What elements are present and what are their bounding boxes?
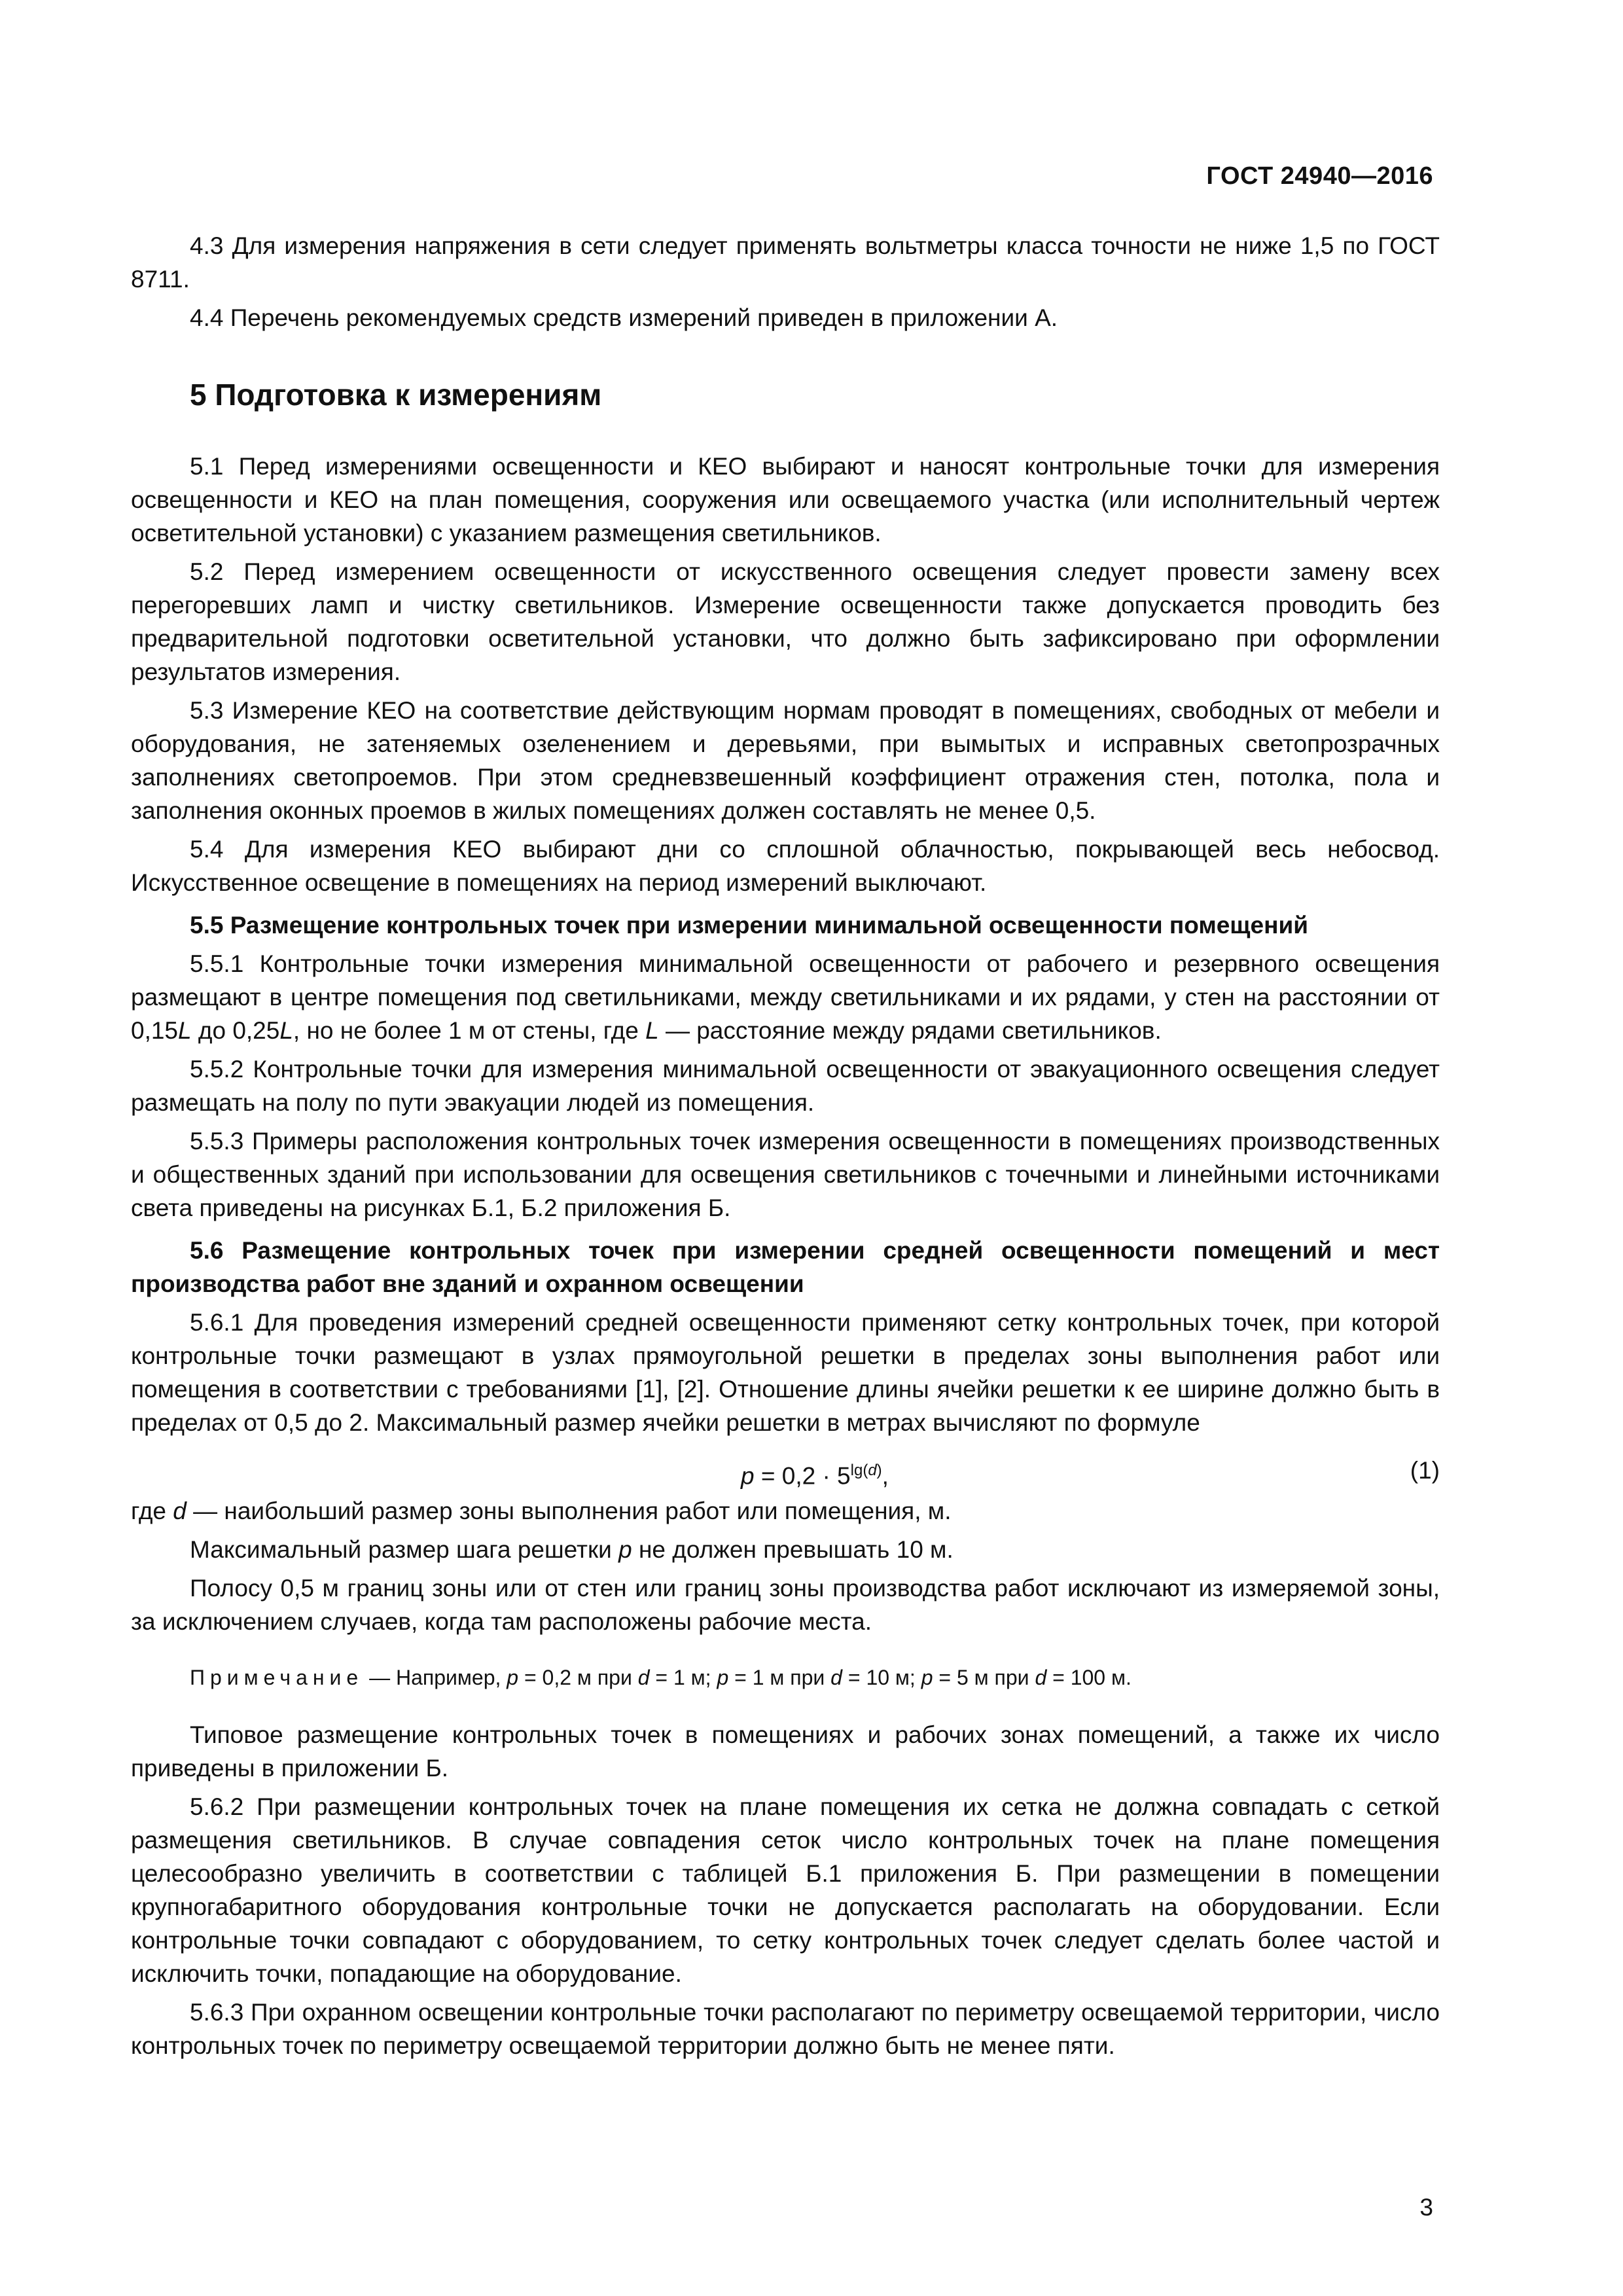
variable-d: d — [173, 1498, 187, 1524]
page-body — [131, 229, 1440, 2062]
formula-text: = 0,2 · 5 — [754, 1462, 851, 1490]
variable-p: p — [507, 1666, 519, 1689]
paragraph-5-4: 5.4 Для измерения КЕО выбирают дни со сплошной облачностью, покрывающей весь небосвод. Искусственное освещение в помещениях на период измерений выключают. — [131, 836, 1440, 896]
paragraph-5-5-3: 5.5.3 Примеры расположения контрольных точек измерения освещенности в помещениях производственных и общественных зданий при использовании для освещения светильников с точечными и линейными источниками света приведены на рисунках Б.1, Б.2 приложения Б. — [131, 1128, 1440, 1221]
text-segment: = 100 м. — [1046, 1666, 1132, 1689]
text-segment: = 1 м при — [728, 1666, 831, 1689]
variable-d: d — [868, 1462, 877, 1479]
paragraph-5-6-2: 5.6.2 При размещении контрольных точек на плане помещения их сетка не должна совпадать с сеткой размещения светильников. В случае совпадения сеток число контрольных точек на плане помещения целесообразно увеличить в соответствии с таблицей Б.1 приложения Б. При размещении в помещении крупногабаритного оборудования контрольные точки не допускается располагать на оборудовании. Если контрольные точки совпадают с оборудованием, то сетку контрольных точек следует сделать более частой и исключить точки, попадающие на оборудование. — [131, 1793, 1440, 1987]
max-step-paragraph — [131, 1533, 1440, 1566]
variable-l: L — [645, 1017, 659, 1044]
where-clause — [131, 1494, 1440, 1528]
text-segment: = 1 м; — [649, 1666, 717, 1689]
text-segment: = 0,2 м при — [518, 1666, 638, 1689]
variable-d: d — [830, 1666, 842, 1689]
note-label: Примечание — [190, 1666, 364, 1689]
paragraph-4-4: 4.4 Перечень рекомендуемых средств измерений приведен в приложении А. — [190, 304, 1058, 331]
text-segment: , но не более 1 м от стены, где — [293, 1017, 646, 1044]
exponent-suffix: ) — [876, 1462, 882, 1479]
text-segment: 5.5.1 Контрольные точки измерения минимальной освещенности от рабочего и резервного освещения размещают в центре помещения под светильниками, между светильниками и их рядами, у стен на расстоянии от 0,15 — [131, 950, 1440, 1044]
page-number: 3 — [1419, 2194, 1433, 2221]
standard-designation: ГОСТ 24940—2016 — [1206, 162, 1433, 190]
paragraph-5-3: 5.3 Измерение КЕО на соответствие действующим нормам проводят в помещениях, свободных от мебели и оборудования, не затеняемых озеленением и деревьями, при вымытых и исправных светопрозрачных заполнениях светопроемов. При этом средневзвешенный коэффициент отражения стен, потолка, пола и заполнения оконных проемов в жилых помещениях должен составлять не менее 0,5. — [131, 697, 1440, 824]
subsection-5-5-heading: 5.5 Размещение контрольных точек при измерении минимальной освещенности помещений — [190, 912, 1308, 939]
text-segment: где — [131, 1498, 173, 1524]
formula-exponent — [851, 1462, 882, 1479]
paragraph-5-5-1 — [131, 947, 1440, 1047]
formula-1 — [131, 1454, 1440, 1494]
text-segment: = 10 м; — [842, 1666, 921, 1689]
formula-tail: , — [882, 1462, 889, 1490]
exponent-prefix: lg( — [850, 1462, 868, 1479]
typical-placement-paragraph: Типовое размещение контрольных точек в помещениях и рабочих зонах помещений, а также их число приведены в приложении Б. — [131, 1721, 1440, 1782]
text-segment: Максимальный размер шага решетки — [190, 1536, 619, 1563]
variable-d: d — [637, 1666, 650, 1689]
note — [131, 1662, 1440, 1693]
variable-p: p — [921, 1666, 933, 1689]
variable-p: p — [717, 1666, 729, 1689]
paragraph-5-2: 5.2 Перед измерением освещенности от искусственного освещения следует провести замену всех перегоревших ламп и чистку светильников. Измерение освещенности также допускается проводить без предварительной подготовки осветительной установки, что должно быть зафиксировано при оформлении результатов измерения. — [131, 558, 1440, 685]
strip-paragraph: Полосу 0,5 м границ зоны или от стен или границ зоны производства работ исключают из измеряемой зоны, за исключением случаев, когда там расположены рабочие места. — [131, 1575, 1440, 1635]
text-segment: до 0,25 — [191, 1017, 280, 1044]
paragraph-5-6-3: 5.6.3 При охранном освещении контрольные точки располагают по периметру освещаемой территории, число контрольных точек по периметру освещаемой территории должно быть не менее пяти. — [131, 1999, 1440, 2059]
paragraph-4-3: 4.3 Для измерения напряжения в сети следует применять вольтметры класса точности не ниже 1,5 по ГОСТ 8711. — [131, 232, 1440, 293]
text-segment: не должен превышать 10 м. — [632, 1536, 954, 1563]
text-segment: — наибольший размер зоны выполнения работ или помещения, м. — [186, 1498, 952, 1524]
text-segment: — Например, — [363, 1666, 507, 1689]
variable-p: p — [741, 1462, 755, 1490]
text-segment: = 5 м при — [933, 1666, 1035, 1689]
variable-l: L — [178, 1017, 192, 1044]
variable-d: d — [1035, 1666, 1047, 1689]
formula-number: (1) — [1410, 1457, 1440, 1484]
section-5-heading: 5 Подготовка к измерениям — [190, 378, 602, 412]
text-segment: — расстояние между рядами светильников. — [658, 1017, 1162, 1044]
variable-p: p — [618, 1536, 632, 1563]
paragraph-5-1: 5.1 Перед измерениями освещенности и КЕО выбирают и наносят контрольные точки для измерения освещенности и КЕО на план помещения, сооружения или освещаемого участка (или исполнительный чертеж осветительной установки) с указанием размещения светильников. — [131, 453, 1440, 547]
formula-expression — [741, 1454, 889, 1492]
paragraph-5-5-2: 5.5.2 Контрольные точки для измерения минимальной освещенности от эвакуационного освещения следует размещать на полу по пути эвакуации людей из помещения. — [131, 1056, 1440, 1116]
variable-l: L — [279, 1017, 293, 1044]
paragraph-5-6-1: 5.6.1 Для проведения измерений средней освещенности применяют сетку контрольных точек, при которой контрольные точки размещают в узлах прямоугольной решетки в пределах зоны выполнения работ или помещения в соответствии с требованиями [1], [2]. Отношение длины ячейки решетки к ее ширине должно быть в пределах от 0,5 до 2. Максимальный размер ячейки решетки в метрах вычисляют по формуле — [131, 1309, 1440, 1436]
subsection-5-6-heading: 5.6 Размещение контрольных точек при измерении средней освещенности помещений и мест производства работ вне зданий и охранном освещении — [131, 1237, 1440, 1297]
